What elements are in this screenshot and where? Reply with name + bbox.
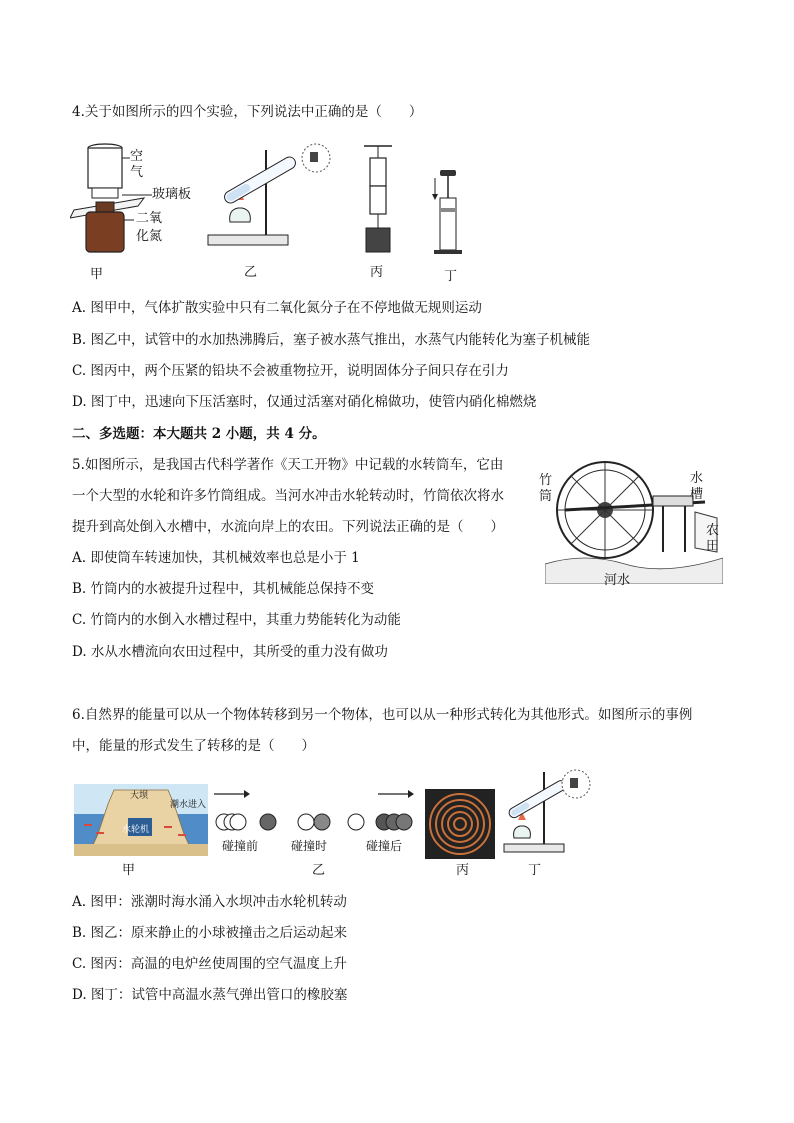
q4-figure-ding-piston (430, 168, 466, 260)
q5-label-zhu-1: 竹 (539, 473, 553, 488)
q5-stem-line-2: 一个大型的水轮和许多竹筒组成。当河水冲击水轮转动时，竹筒依次将水 (72, 488, 504, 504)
q4-label-jia: 甲 (90, 267, 104, 282)
q6-figure-yi-collision (208, 784, 422, 832)
q4-jia-leader-lines (118, 150, 158, 240)
section-2-title: 二、多选题：本大题共 2 小题，共 4 分。 (72, 426, 326, 442)
q4-label-bing: 丙 (370, 265, 384, 280)
q6-option-c: C. 图丙：高温的电炉丝使周围的空气温度上升 (72, 956, 347, 972)
q4-label-glass-plate: 玻璃板 (152, 187, 192, 202)
q5-stem-line-3: 提升到高处倒入水槽中，水流向岸上的农田。下列说法正确的是（ ） (72, 519, 504, 535)
q6-label-before: 碰撞前 (222, 839, 259, 853)
q5-option-b: B. 竹筒内的水被提升过程中，其机械能总保持不变 (72, 581, 375, 597)
q6-figure-bing-stove (425, 789, 495, 859)
q6-label-turbine: 水轮机 (122, 825, 150, 835)
q4-label-air-1: 空 (130, 149, 144, 164)
q4-option-d: D. 图丁中，迅速向下压活塞时，仅通过活塞对硝化棉做功，使管内硝化棉燃烧 (72, 394, 537, 410)
q4-figure-yi-test-tube (200, 140, 340, 260)
q4-figure-bing-lead-blocks (358, 140, 398, 260)
q6-stem-line-1: 6.自然界的能量可以从一个物体转移到另一个物体，也可以从一种形式转化为其他形式。如图所示的事例 (72, 707, 693, 723)
q5-label-shui-2: 槽 (690, 487, 704, 502)
q6-option-d: D. 图丁：试管中高温水蒸气弹出管口的橡胶塞 (72, 987, 348, 1003)
q4-label-no2-2: 化氮 (136, 229, 163, 244)
q6-option-a: A. 图甲：涨潮时海水涌入水坝冲击水轮机转动 (72, 894, 347, 910)
q6-label-bing: 丙 (456, 863, 470, 878)
q5-label-nong-1: 农 (706, 523, 720, 538)
q5-label-shui-1: 水 (690, 471, 704, 486)
q5-label-nong-2: 田 (706, 539, 720, 554)
q6-label-during: 碰撞时 (291, 839, 328, 853)
q4-label-yi: 乙 (244, 265, 258, 280)
q6-option-b: B. 图乙：原来静止的小球被撞击之后运动起来 (72, 925, 348, 941)
q4-stem: 4.关于如图所示的四个实验，下列说法中正确的是（ ） (72, 104, 423, 120)
q4-option-c: C. 图丙中，两个压紧的铅块不会被重物拉开，说明固体分子间只存在引力 (72, 363, 509, 379)
q5-option-c: C. 竹筒内的水倒入水槽过程中，其重力势能转化为动能 (72, 612, 401, 628)
q5-option-a: A. 即使筒车转速加快，其机械效率也总是小于 1 (72, 550, 360, 566)
q6-label-dam: 大坝 (130, 791, 149, 801)
q4-option-a: A. 图甲中，气体扩散实验中只有二氧化氮分子在不停地做无规则运动 (72, 300, 482, 316)
q4-label-air-2: 气 (130, 165, 144, 180)
q5-stem-line-1: 5.如图所示，是我国古代科学著作《天工开物》中记载的水转筒车，它由 (72, 457, 504, 473)
q5-label-zhu-2: 筒 (539, 489, 553, 504)
q6-label-yi: 乙 (312, 863, 326, 878)
q6-label-tide-in: 潮水进入 (170, 800, 207, 810)
q6-label-after: 碰撞后 (366, 839, 403, 853)
q6-stem-line-2: 中，能量的形式发生了转移的是（ ） (72, 738, 315, 754)
q4-option-b: B. 图乙中，试管中的水加热沸腾后，塞子被水蒸气推出，水蒸气内能转化为塞子机械能 (72, 332, 591, 348)
q4-label-ding: 丁 (444, 269, 458, 284)
q4-label-no2-1: 二氧 (136, 211, 163, 226)
q6-label-jia: 甲 (122, 863, 136, 878)
q6-figure-ding-test-tube (498, 766, 596, 860)
q5-option-d: D. 水从水槽流向农田过程中，其所受的重力没有做功 (72, 644, 388, 660)
q5-label-river: 河水 (604, 573, 631, 588)
q6-label-ding: 丁 (528, 863, 542, 878)
